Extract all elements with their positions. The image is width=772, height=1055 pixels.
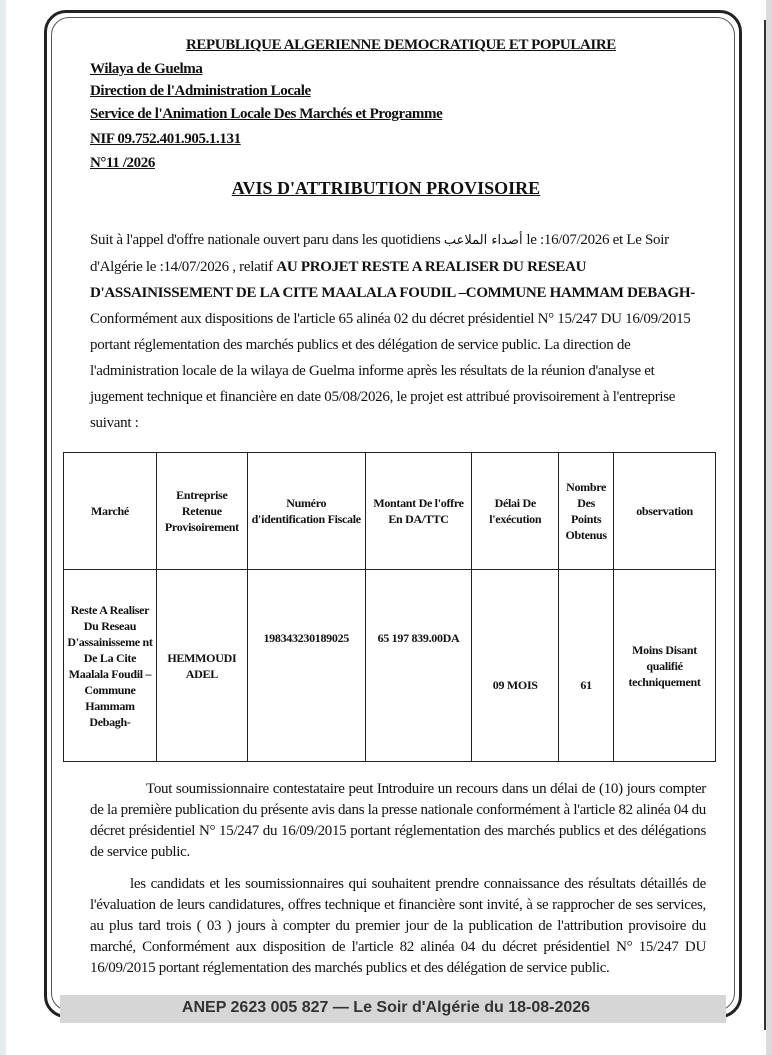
cell-marche: Reste A Realiser Du Reseau D'assainisseme nt De La Cite Maalala Foudil –Commune Hammam Debagh-	[64, 570, 157, 762]
notice-number: N°11 /2026	[90, 155, 155, 171]
service-line: Service de l'Animation Locale Des Marchés et Programme	[90, 106, 443, 122]
header-points: Nombre Des Points Obtenus	[559, 453, 614, 570]
nif-line: NIF 09.752.401.905.1.131	[90, 131, 241, 147]
column-rule	[764, 20, 766, 1030]
wilaya-line: Wilaya de Guelma	[90, 61, 203, 77]
header-montant: Montant De l'offre En DA/TTC	[365, 453, 472, 570]
cell-delai: 09 MOIS	[472, 570, 559, 762]
right-margin-strip	[766, 0, 772, 1055]
recours-text: Tout soumissionnaire contestataire peut Introduire un recours dans un délai de (10) jours compter de la première publication du présente avis dans la presse nationale conformément à l'article 82 alinéa 04 du décret présidentiel N° 15/247 du 16/09/2015 portant réglementation des marchés publics et des délégations de service public.	[90, 781, 707, 860]
republic-heading: REPUBLIQUE ALGERIENNE DEMOCRATIQUE ET POPULAIRE	[186, 37, 616, 53]
candidats-text: les candidats et les soumissionnaires qui souhaitent prendre connaissance des résultats détaillés de l'évaluation de leurs candidatures, offres technique et financière sont invité, à se rapprocher de ses services, au plus tard trois ( 03 ) jours à compter du premier jour de la publication de l'attribution provisoire du marché, Conformément aux disposition de l'article 82 alinéa 04 du décret présidentiel N° 15/247 DU 16/09/2015 portant réglementation des marchés publics et des délégation de service public.	[90, 876, 706, 976]
intro-text-1: Suit à l'appel d'offre nationale ouvert paru dans les quotidiens	[90, 232, 444, 248]
header-marche: Marché	[64, 453, 157, 570]
direction-line: Direction de l'Administration Locale	[90, 83, 311, 99]
intro-paragraph	[90, 227, 705, 436]
cell-nif: 198343230189025	[247, 570, 365, 762]
intro-text-2: le :16/07/2026 et Le Soir d'Algérie le :14/07/2026 , relatif	[90, 232, 669, 275]
arabic-newspaper-name: أصداء الملاعب	[443, 233, 523, 248]
header-observation: observation	[614, 453, 716, 570]
publication-footer: ANEP 2623 005 827 — Le Soir d'Algérie du 18-08-2026	[181, 999, 591, 1016]
header-nif: Numéro d'identification Fiscale	[247, 453, 365, 570]
award-table	[63, 452, 716, 762]
header-entreprise: Entreprise Retenue Provisoirement	[156, 453, 247, 570]
intro-text-3: Conformément aux dispositions de l'article 65 alinéa 02 du décret présidentiel N° 15/247 DU 16/09/2015 portant réglementation des marchés publics et des délégation de service public. La direction de l'administration locale de la wilaya de Guelma informe après les résultats de la réunion d'analyse et jugement technique et financière en date 05/08/2026, le projet est attribué provisoirement à l'entreprise suivant :	[90, 311, 691, 431]
cell-points: 61	[559, 570, 614, 762]
left-margin-strip	[0, 0, 6, 1055]
table-header-row	[64, 453, 716, 570]
notice-title: AVIS D'ATTRIBUTION PROVISOIRE	[231, 178, 541, 198]
cell-entreprise: HEMMOUDI ADEL	[156, 570, 247, 762]
cell-observation: Moins Disant qualifié techniquement	[614, 570, 716, 762]
recours-paragraph	[90, 779, 706, 863]
cell-montant: 65 197 839.00DA	[365, 570, 472, 762]
table-row	[64, 570, 716, 762]
candidats-paragraph	[90, 874, 706, 979]
project-title: AU PROJET RESTE A REALISER DU RESEAU D'ASSAINISSEMENT DE LA CITE MAALALA FOUDIL –COMMUNE HAMMAM DEBAGH-	[90, 259, 695, 301]
header-delai: Délai De l'exécution	[472, 453, 559, 570]
